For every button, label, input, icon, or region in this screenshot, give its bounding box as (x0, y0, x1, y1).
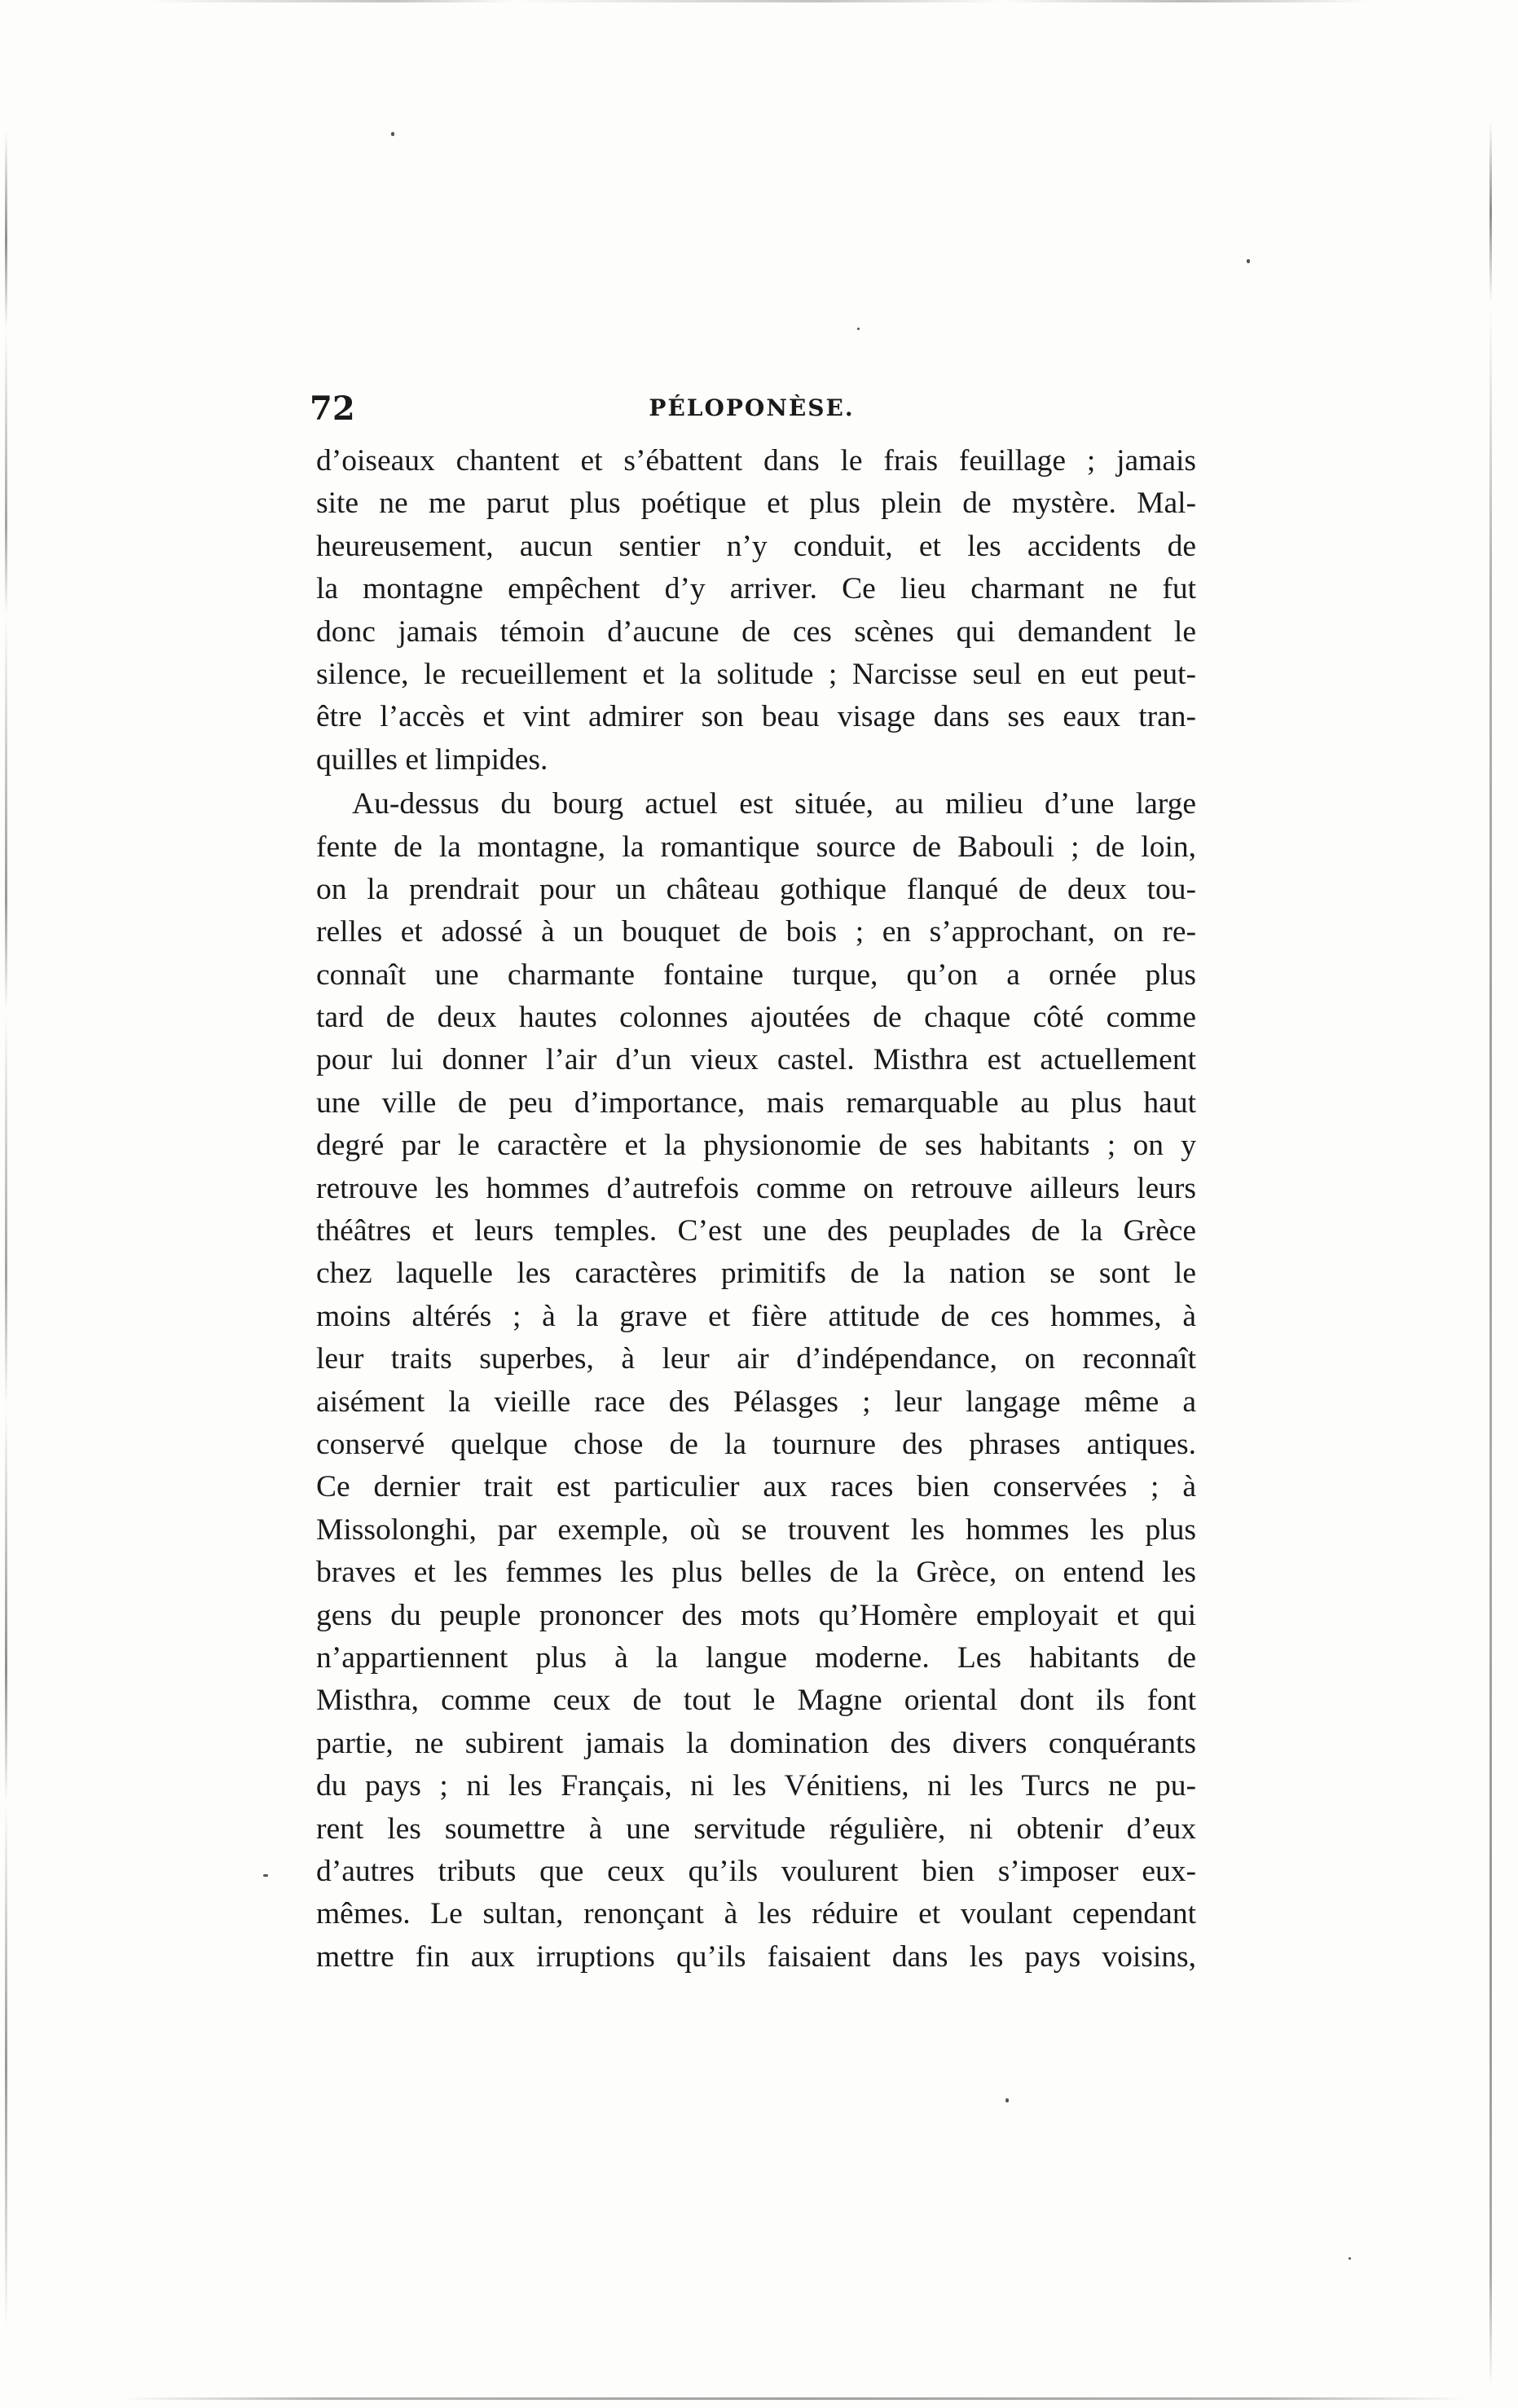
text-line: gens du peuple prononcer des mots qu’Homère employait et qui (316, 1598, 1196, 1632)
text-line: d’autres tributs que ceux qu’ils voulurent bien s’imposer eux- (316, 1854, 1196, 1888)
scan-edge-top (147, 0, 1369, 2)
scan-speck (263, 1874, 268, 1877)
text-line: site ne me parut plus poétique et plus plein de mystère. Mal- (316, 486, 1196, 521)
text-line: rent les soumettre à une servitude régulière, ni obtenir d’eux (316, 1812, 1196, 1846)
text-line: retrouve les hommes d’autrefois comme on retrouve ailleurs leurs (316, 1171, 1196, 1205)
scan-speck (1005, 2098, 1009, 2102)
text-line: relles et adossé à un bouquet de bois ; en s’approchant, on re- (316, 915, 1196, 949)
scan-edge-right (1489, 122, 1492, 2388)
text-line: mêmes. Le sultan, renonçant à les réduire et voulant cependant (316, 1897, 1196, 1931)
text-line: braves et les femmes les plus belles de la Grèce, on entend les (316, 1556, 1196, 1590)
text-line: degré par le caractère et la physionomie de ses habitants ; on y (316, 1129, 1196, 1163)
scan-speck (1247, 259, 1250, 263)
text-line: théâtres et leurs temples. C’est une des peuplades de la Grèce (316, 1214, 1196, 1248)
text-line: Ce dernier trait est particulier aux races bien conservées ; à (316, 1470, 1196, 1504)
text-line: leur traits superbes, à leur air d’indépendance, on reconnaît (316, 1342, 1196, 1376)
body-text (316, 440, 1196, 1979)
text-line: la montagne empêchent d’y arriver. Ce lieu charmant ne fut (316, 572, 1196, 606)
text-line: donc jamais témoin d’aucune de ces scènes qui demandent le (316, 614, 1196, 649)
text-line: silence, le recueillement et la solitude ; Narcisse seul en eut peut- (316, 657, 1196, 691)
page-title: PÉLOPONÈSE. (649, 394, 855, 421)
text-line: tard de deux hautes colonnes ajoutées de chaque côté comme (316, 1001, 1196, 1035)
text-line: mettre fin aux irruptions qu’ils faisaient dans les pays voisins, (316, 1939, 1196, 1974)
text-line: on la prendrait pour un château gothique flanqué de deux tou- (316, 872, 1196, 906)
text-line: Au-dessus du bourg actuel est située, au milieu d’une large (352, 787, 1196, 821)
text-line: partie, ne subirent jamais la domination des divers conquérants (316, 1726, 1196, 1760)
text-line: moins altérés ; à la grave et fière attitude de ces hommes, à (316, 1299, 1196, 1333)
scan-edge-bottom (122, 2397, 1467, 2400)
text-line: d’oiseaux chantent et s’ébattent dans le frais feuillage ; jamais (316, 444, 1196, 478)
page-number: 72 (310, 390, 355, 428)
scan-edge-left (5, 130, 7, 2331)
text-line: une ville de peu d’importance, mais remarquable au plus haut (316, 1085, 1196, 1120)
text-line: chez laquelle les caractères primitifs de la nation se sont le (316, 1257, 1196, 1291)
text-line: aisément la vieille race des Pélasges ; leur langage même a (316, 1384, 1196, 1419)
text-line: pour lui donner l’air d’un vieux castel. Misthra est actuellement (316, 1043, 1196, 1077)
scan-speck (1349, 2257, 1351, 2260)
text-line: heureusement, aucun sentier n’y conduit, et les accidents de (316, 529, 1196, 563)
scan-speck (391, 132, 394, 136)
text-line: connaît une charmante fontaine turque, qu’on a ornée plus (316, 957, 1196, 992)
text-line: du pays ; ni les Français, ni les Vénitiens, ni les Turcs ne pu- (316, 1769, 1196, 1803)
text-line: être l’accès et vint admirer son beau visage dans ses eaux tran- (316, 700, 1196, 734)
text-line: quilles et limpides. (316, 742, 548, 777)
text-line: Missolonghi, par exemple, où se trouvent les hommes les plus (316, 1512, 1196, 1547)
text-line: conservé quelque chose de la tournure des phrases antiques. (316, 1427, 1196, 1461)
text-line: fente de la montagne, la romantique source de Babouli ; de loin, (316, 830, 1196, 864)
text-line: n’appartiennent plus à la langue moderne. Les habitants de (316, 1640, 1196, 1675)
running-head (310, 390, 1194, 438)
scan-speck (857, 328, 860, 330)
text-line: Misthra, comme ceux de tout le Magne oriental dont ils font (316, 1684, 1196, 1718)
